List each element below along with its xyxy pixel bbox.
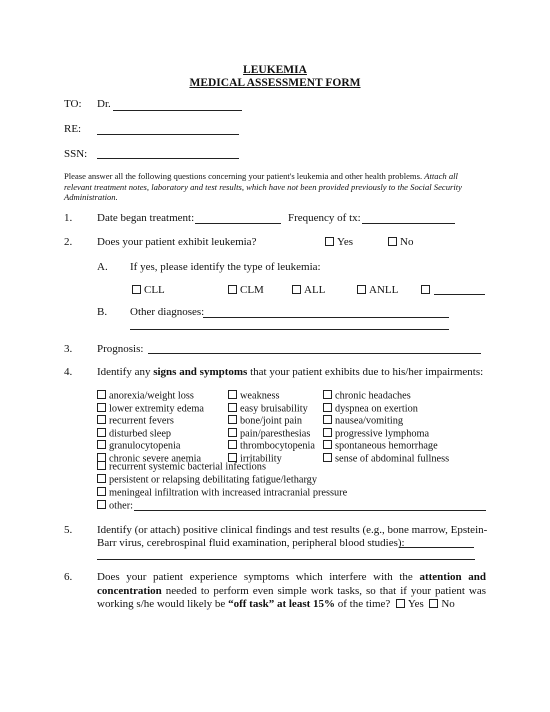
q2-number: 2. [64,236,73,248]
checkbox[interactable] [292,285,301,294]
symptom-other-field[interactable] [134,510,486,511]
q6-text: Does your patient experience symptoms which interfere with the attention and concentration needed to perform even simple work tasks, so that if your patient was working s/he would likely be “off task” at least 15% of the time? Yes No [97,571,486,610]
type-all-option[interactable]: ALL [292,284,325,296]
q2b-letter: B. [97,306,108,318]
checkbox[interactable] [323,453,332,462]
checkbox[interactable] [97,474,106,483]
instructions: Please answer all the following questions concerning your patient's leukemia and other health problems. Attach all relevant treatment notes, laboratory and test results, which have not been provided previously to the Social Security Administration. [64,171,462,202]
symptom-option[interactable]: sense of abdominal fullness [323,453,449,465]
symptom-option[interactable]: nausea/vomiting [323,415,403,427]
dr-label: Dr. [97,98,111,110]
re-label: RE: [64,123,82,135]
checkbox[interactable] [228,440,237,449]
checkbox[interactable] [357,285,366,294]
q2a-letter: A. [97,261,108,273]
checkbox[interactable] [323,440,332,449]
q1-number: 1. [64,212,73,224]
checkbox[interactable] [97,440,106,449]
date-began-field[interactable] [195,223,281,224]
type-anll-option[interactable]: ANLL [357,284,398,296]
symptom-option[interactable]: dyspnea on exertion [323,403,418,415]
checkbox[interactable] [396,599,405,608]
symptom-option[interactable]: recurrent fevers [97,415,174,427]
findings-field[interactable] [399,547,474,548]
symptom-option[interactable]: bone/joint pain [228,415,302,427]
symptom-option[interactable]: irritability [228,453,282,465]
q6-yes-option[interactable]: Yes [396,598,424,610]
ssn-field[interactable] [97,158,239,159]
form-title: LEUKEMIA [243,64,307,76]
type-cll-option[interactable]: CLL [132,284,165,296]
symptom-option[interactable]: meningeal infiltration with increased intracranial pressure [97,487,347,499]
symptom-option[interactable]: disturbed sleep [97,428,171,440]
ssn-label: SSN: [64,148,88,160]
type-clm-option[interactable]: CLM [228,284,264,296]
checkbox[interactable] [323,390,332,399]
symptom-option[interactable]: anorexia/weight loss [97,390,194,402]
checkbox[interactable] [97,403,106,412]
checkbox[interactable] [228,415,237,424]
to-label: TO: [64,98,82,110]
findings-field-2[interactable] [97,559,475,560]
checkbox[interactable] [97,500,106,509]
checkbox[interactable] [228,285,237,294]
checkbox[interactable] [228,390,237,399]
checkbox[interactable] [97,487,106,496]
checkbox[interactable] [421,285,430,294]
q2a-label: If yes, please identify the type of leukemia: [130,261,321,273]
q4-label: Identify any signs and symptoms that your patient exhibits due to his/her impairments: [97,366,484,378]
symptom-option[interactable]: weakness [228,390,279,402]
q2b-label: Other diagnoses: [130,306,205,318]
symptom-option[interactable]: progressive lymphoma [323,428,429,440]
frequency-field[interactable] [362,223,455,224]
q6-no-option[interactable]: No [429,598,454,610]
q2-yes-option[interactable]: Yes [325,236,353,248]
q5-number: 5. [64,524,73,536]
checkbox[interactable] [228,428,237,437]
symptom-option[interactable]: spontaneous hemorrhage [323,440,438,452]
checkbox[interactable] [323,403,332,412]
other-diagnoses-field[interactable] [203,317,449,318]
symptom-option[interactable]: persistent or relapsing debilitating fatigue/lethargy [97,474,317,486]
q2-no-option[interactable]: No [388,236,413,248]
type-other-field[interactable] [434,294,485,295]
checkbox[interactable] [323,415,332,424]
checkbox[interactable] [97,415,106,424]
form-subtitle: MEDICAL ASSESSMENT FORM [189,77,361,89]
symptom-option[interactable]: chronic headaches [323,390,411,402]
q3-label: Prognosis: [97,343,144,355]
checkbox[interactable] [325,237,334,246]
q5-line2: Barr virus, cerebrospinal fluid examination, peripheral blood studies): [97,537,405,549]
q1-label: Date began treatment: [97,212,195,224]
checkbox[interactable] [132,285,141,294]
dr-field[interactable] [113,110,242,111]
type-other-option[interactable] [421,284,433,296]
checkbox[interactable] [323,428,332,437]
checkbox[interactable] [97,428,106,437]
q4-number: 4. [64,366,73,378]
checkbox[interactable] [97,390,106,399]
prognosis-field[interactable] [148,353,481,354]
symptom-other-option[interactable]: other: [97,500,133,512]
symptom-option[interactable]: chronic severe anemia [97,453,201,465]
q3-number: 3. [64,343,73,355]
symptom-option[interactable]: lower extremity edema [97,403,204,415]
symptom-option[interactable]: granulocytopenia [97,440,180,452]
frequency-label: Frequency of tx: [288,212,361,224]
other-diagnoses-field-2[interactable] [130,329,449,330]
symptom-option[interactable]: thrombocytopenia [228,440,315,452]
q6-number: 6. [64,571,73,583]
q2-label: Does your patient exhibit leukemia? [97,236,257,248]
q5-line1: Identify (or attach) positive clinical findings and test results (e.g., bone marrow, Epstein- [97,524,488,536]
symptom-option[interactable]: recurrent systemic bacterial infections [97,461,266,473]
checkbox[interactable] [429,599,438,608]
checkbox[interactable] [228,403,237,412]
checkbox[interactable] [97,461,106,470]
checkbox[interactable] [388,237,397,246]
symptom-option[interactable]: easy bruisability [228,403,308,415]
symptom-option[interactable]: pain/paresthesias [228,428,310,440]
re-field[interactable] [97,134,239,135]
